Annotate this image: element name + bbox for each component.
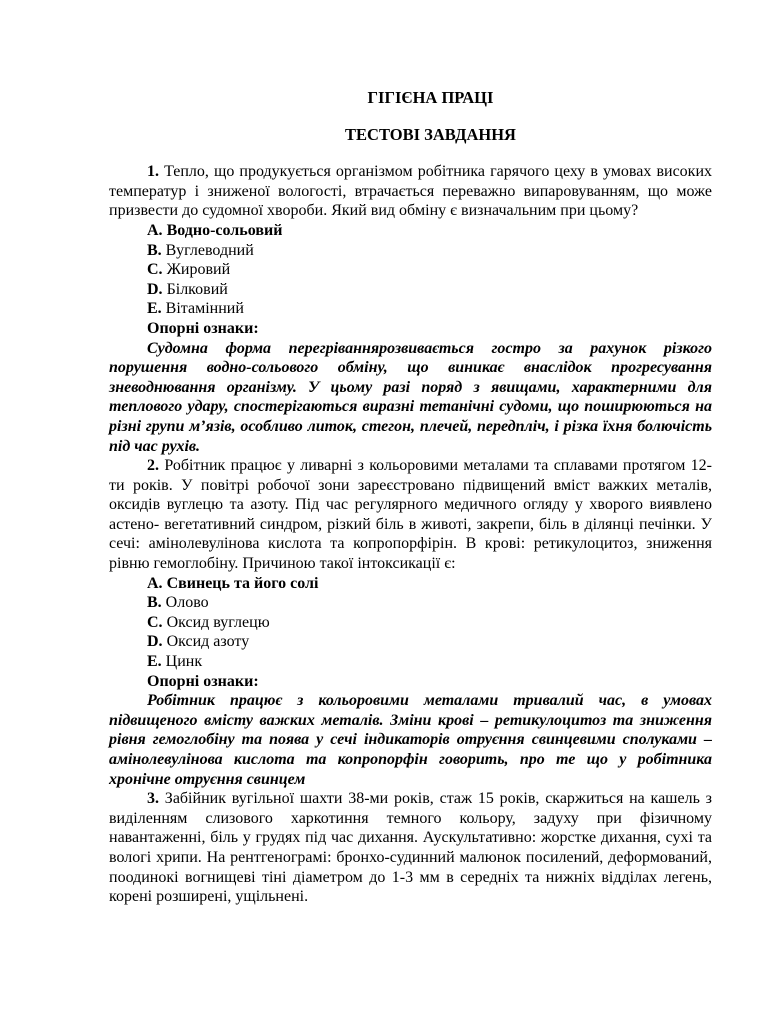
question-1-number: 1. bbox=[147, 163, 159, 181]
document-title: ГІГІЄНА ПРАЦІ bbox=[367, 88, 494, 107]
document-subtitle: ТЕСТОВІ ЗАВДАННЯ bbox=[345, 124, 516, 144]
question-1-option-b: B. Вуглеводний bbox=[147, 241, 254, 259]
question-3 bbox=[109, 789, 712, 907]
question-1-option-e: E. Вітамінний bbox=[147, 300, 244, 318]
question-2-support-text: Робітник працює з кольоровими металами тривалий час, в умовах підвищеного вмісту важких металів. Зміни крові – ретикулоцитоз та зниження рівня гемоглобіну та поява у сечі індикаторів отруєння свинцевими сполуками – амінолевулінова кислота та копропорфін говорить, про те що у робітника хронічне отруєння свинцем bbox=[109, 692, 712, 788]
question-1-text: Тепло, що продукується організмом робітника гарячого цеху в умовах високих температур і зниженої вологості, втрачається переважно випаровуванням, що може призвести до судомної хвороби. Який вид обміну є визначальним при цьому? bbox=[109, 163, 712, 220]
question-3-text: Забійник вугільної шахти 38-ми років, стаж 15 років, скаржиться на кашель з виділенням слизового харкотиння темного кольору, задуху при фізичному навантаженні, біль у грудях під час дихання. Аускультативно: жорстке дихання, сухі та вологі хрипи. На рентгенограмі: бронхо-судинний малюнок посилений, деформований, поодинокі вогнищеві тіні діаметром до 1-3 мм в середніх та нижніх відділах легень, корені розширені, ущільнені. bbox=[109, 790, 712, 906]
question-2-option-d: D. Оксид азоту bbox=[147, 633, 250, 651]
question-2-option-e: E. Цинк bbox=[147, 653, 203, 671]
question-2-text: Робітник працює у ливарні з кольоровими металами та сплавами протягом 12-ти років. У повітрі робочої зони зареєстровано підвищений вміст важких металів, оксидів вуглецю та азоту. Під час регулярного медичного огляду у хворого виявлено астено- вегетативний синдром, різкий біль в животі, закрепи, біль в ділянці печінки. У сечі: амінолевулінова кислота та копропорфірін. В крові: ретикулоцитоз, зниження рівню гемоглобіну. Причиною такої інтоксикації є: bbox=[109, 457, 712, 573]
question-2-option-b: B. Олово bbox=[147, 594, 209, 612]
document-page bbox=[109, 88, 712, 907]
question-1-option-c: C. Жировий bbox=[147, 261, 231, 279]
question-2-number: 2. bbox=[147, 457, 159, 475]
question-2-option-a: А. Свинець та його солі bbox=[147, 574, 319, 592]
question-1-option-d: D. Білковий bbox=[147, 280, 228, 298]
question-3-number: 3. bbox=[147, 790, 159, 808]
question-1 bbox=[109, 162, 712, 221]
question-1-support-text: Судомна форма перегріваннярозвивається гостро за рахунок різкого порушення водно-сольового обміну, що виникає внаслідок прогресування зневоднювання організму. У цьому разі поряд з явищами, характерними для теплового удару, спостерігаються виразні тетанічні судоми, що поширюються на різні групи м’язів, особливо литок, стегон, плечей, передпліч, і різка їхня болючість під час рухів. bbox=[109, 339, 712, 455]
question-1-option-a: А. Водно-сольовий bbox=[147, 221, 283, 239]
question-2-support-label: Опорні ознаки: bbox=[147, 672, 259, 690]
question-2-option-c: C. Оксид вуглецю bbox=[147, 613, 270, 631]
question-2 bbox=[109, 456, 712, 574]
question-1-support-label: Опорні ознаки: bbox=[147, 319, 259, 337]
